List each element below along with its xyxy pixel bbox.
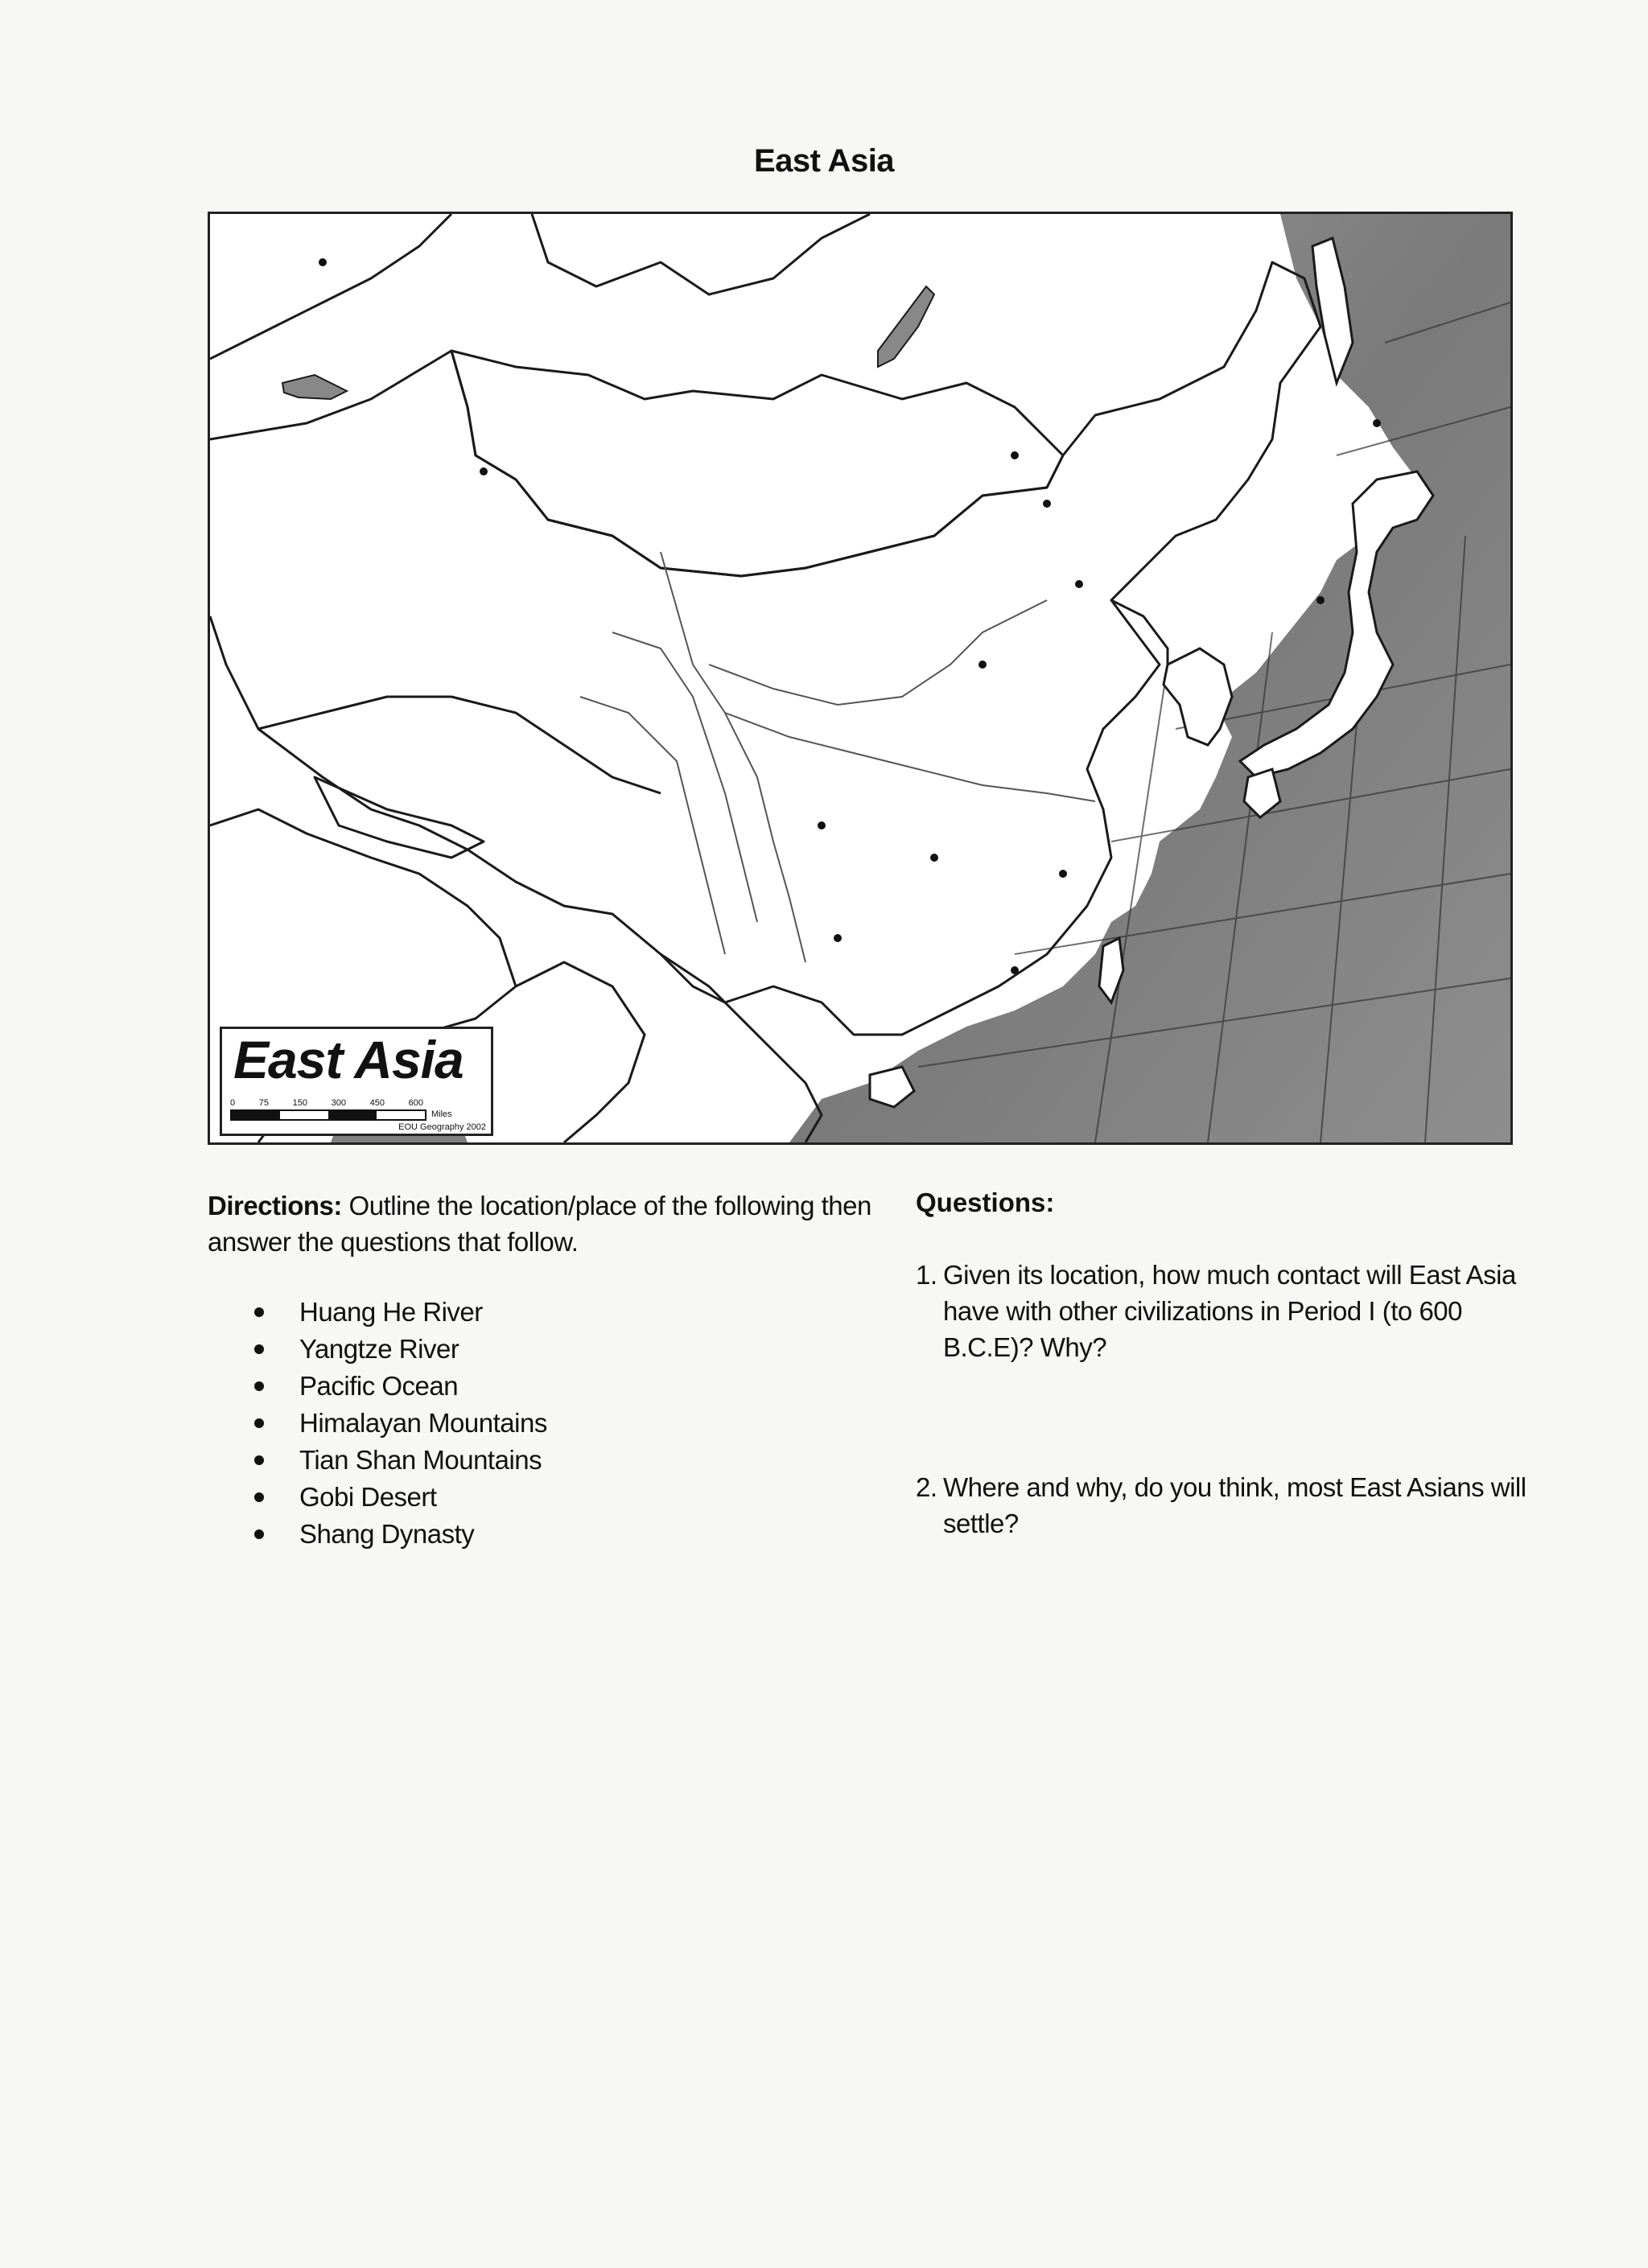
directions-body: Outline the location/place of the following then answer the questions that follow. <box>208 1191 871 1257</box>
lake-balkhash <box>282 375 347 399</box>
river-line <box>612 632 757 922</box>
city-dot <box>818 821 826 829</box>
scale-unit: Miles <box>431 1109 452 1119</box>
directions-label: Directions: <box>208 1191 342 1220</box>
question-number: 1. <box>916 1260 937 1290</box>
river-line <box>580 697 725 954</box>
directions-text <box>208 1188 884 1260</box>
scale-tick: 600 <box>408 1098 423 1108</box>
scale-ticks <box>230 1098 423 1108</box>
city-dot <box>1043 500 1051 508</box>
list-item: Himalayan Mountains <box>254 1405 547 1442</box>
city-dot <box>1059 870 1067 878</box>
page-title: East Asia <box>753 143 895 179</box>
river-line <box>661 552 805 962</box>
east-asia-map <box>208 212 1513 1145</box>
list-item: Shang Dynasty <box>254 1516 547 1553</box>
scale-tick: 0 <box>230 1098 236 1108</box>
city-dot <box>319 258 327 266</box>
scale-tick: 75 <box>258 1098 269 1108</box>
map-legend <box>220 1027 493 1136</box>
city-dot <box>480 467 488 475</box>
question-1 <box>916 1257 1527 1365</box>
list-item: Huang He River <box>254 1294 547 1331</box>
scale-bar-graphic <box>230 1109 426 1121</box>
city-dot <box>834 934 842 942</box>
laos-vietnam-border <box>661 954 822 1142</box>
scale-tick: 150 <box>292 1098 307 1108</box>
kazakhstan-border <box>210 214 451 359</box>
scale-tick: 450 <box>369 1098 385 1108</box>
list-item: Gobi Desert <box>254 1479 547 1516</box>
city-dot <box>1316 596 1325 604</box>
river-line <box>725 713 1095 801</box>
question-text: Given its location, how much contact will East Asia have with other civilizations in Period I (to 600 B.C.E)? Why? <box>943 1260 1516 1362</box>
map-credit: EOU Geography 2002 <box>398 1122 486 1132</box>
myanmar-border <box>516 962 645 1142</box>
city-dot <box>1011 451 1019 459</box>
scale-bar <box>230 1098 472 1122</box>
city-dot <box>1075 580 1083 588</box>
map-drawing <box>210 214 1510 1142</box>
city-dot <box>978 661 987 669</box>
question-number: 2. <box>916 1472 937 1502</box>
terms-list <box>254 1294 547 1553</box>
city-dot <box>1011 966 1019 974</box>
legend-title: East Asia <box>233 1030 464 1089</box>
mongolia-border <box>451 351 1063 576</box>
lake-baikal <box>878 286 934 367</box>
scale-tick: 300 <box>331 1098 346 1108</box>
city-dot <box>1373 419 1381 427</box>
questions-heading: Questions: <box>916 1188 1055 1217</box>
question-text: Where and why, do you think, most East Asians will settle? <box>943 1472 1526 1538</box>
list-item: Yangtze River <box>254 1331 547 1368</box>
question-2 <box>916 1469 1527 1541</box>
korea-peninsula <box>1164 648 1232 745</box>
city-dot <box>930 854 938 862</box>
river-line <box>709 600 1047 705</box>
list-item: Tian Shan Mountains <box>254 1442 547 1479</box>
list-item: Pacific Ocean <box>254 1368 547 1405</box>
russia-border <box>532 214 870 294</box>
